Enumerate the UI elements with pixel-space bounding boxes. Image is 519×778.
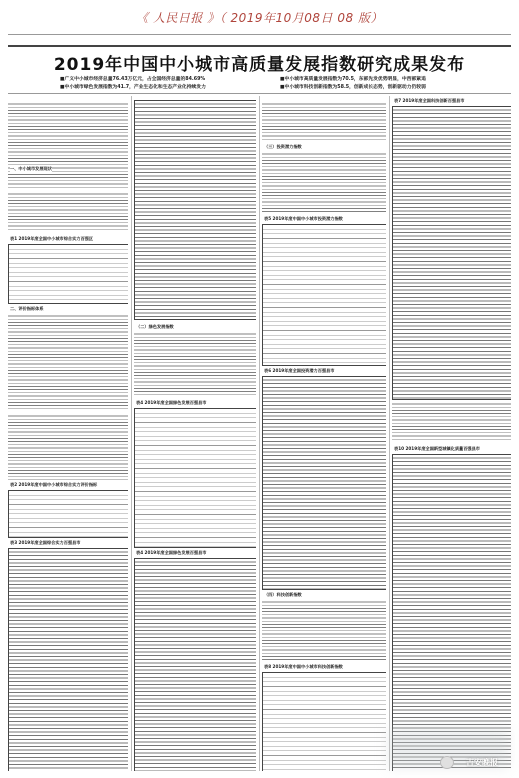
table-caption: 表4 2019年度全国绿色发展百强县市 <box>136 400 207 405</box>
watermark-text: 吉安晚报 <box>466 758 498 767</box>
article-text-block <box>8 102 128 188</box>
table-caption: 表4 2019年度全国绿色发展百强县市 <box>136 550 207 555</box>
data-table <box>8 244 128 304</box>
subhead-right-1: ■中小城市高质量发展指数为70.5，东部先发优势明显，中西部紧追 <box>280 77 426 82</box>
column-divider <box>131 96 132 771</box>
subhead-left-1: ■广义中小城市经济总量76.43万亿元，占全国经济总量的84.69% <box>60 77 206 82</box>
section-heading: 一、中小城市发展现状 <box>10 166 52 171</box>
watermark <box>388 728 508 772</box>
column-4 <box>392 96 511 771</box>
top-rule <box>8 34 511 35</box>
data-table <box>262 672 386 771</box>
subhead-left-2: ■中小城市绿色发展指数为41.7，产业生态化和生态产业化持续发力 <box>60 85 206 90</box>
table-caption: 表3 2019年度全国综合实力百强县市 <box>10 540 81 545</box>
section-heading: （四）科技创新指数 <box>264 592 302 597</box>
masthead-text: 《 人民日报 》（ 2019年10月08日 08 版） <box>136 10 383 25</box>
column-2 <box>134 96 256 771</box>
data-table <box>262 224 386 366</box>
column-1 <box>8 96 128 771</box>
data-table <box>262 376 386 590</box>
article-text-block <box>392 402 511 442</box>
table-caption: 表7 2019年度全国科技创新百强县市 <box>394 98 465 103</box>
article-text-block <box>8 314 128 410</box>
data-table <box>134 558 256 771</box>
article-text-block <box>134 332 256 396</box>
data-table <box>392 454 511 771</box>
article-text-block <box>262 102 386 140</box>
column-divider <box>259 96 260 771</box>
data-table <box>392 106 511 400</box>
data-table <box>134 408 256 548</box>
column-3 <box>262 96 386 771</box>
headline: 2019年中国中小城市高质量发展指数研究成果发布 <box>53 55 466 75</box>
column-divider <box>389 96 390 771</box>
article-text-block <box>8 192 128 232</box>
header-rule <box>8 45 511 47</box>
section-heading: （三）投资潜力指数 <box>264 144 302 149</box>
wechat-icon <box>440 756 454 769</box>
table-caption: 表8 2019年度中国中小城市科技创新指数 <box>264 664 343 669</box>
article-text-block <box>8 414 128 480</box>
section-heading: 二、评价指标体系 <box>10 306 44 311</box>
masthead <box>0 0 519 34</box>
data-table <box>8 548 128 771</box>
article-text-block <box>262 600 386 660</box>
table-caption: 表5 2019年度中国中小城市投资潜力指数 <box>264 216 343 221</box>
data-table <box>8 490 128 538</box>
subhead-right-2: ■中小城市科技创新指数为58.5，创新成长态势，创新驱动力仍较弱 <box>280 85 426 90</box>
table-caption: 表6 2019年度全国投资潜力百强县市 <box>264 368 335 373</box>
table-caption: 表10 2019年度全国新型城镇化质量百强县市 <box>394 446 480 451</box>
data-table <box>134 100 256 320</box>
section-heading: （二）绿色发展指数 <box>136 324 174 329</box>
subhead-rule <box>8 93 511 94</box>
article-text-block <box>262 152 386 212</box>
table-caption: 表1 2019年度全国中小城市综合实力百强区 <box>10 236 94 241</box>
table-caption: 表2 2019年度中国中小城市综合实力评价指标 <box>10 482 98 487</box>
